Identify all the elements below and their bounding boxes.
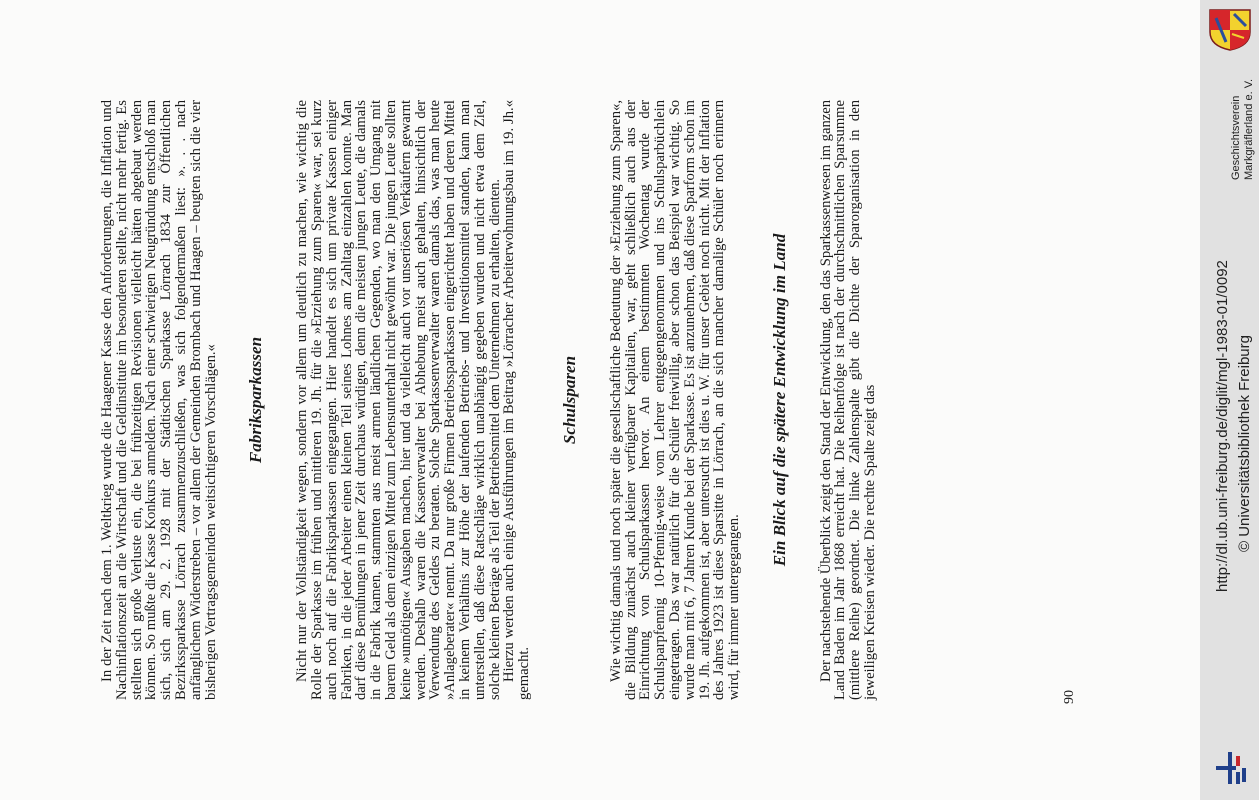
paragraph-fabrik-1: Nicht nur der Vollständigkeit wegen, sondern vor allem um deutlich zu machen, wie wichtig die Rolle der Sparkasse im frühen und mittleren 19. Jh. für die »Erziehung zum Sparen« war, sei kurz auch noch auf die Fabriksparkassen eingegangen. Hier handelt es sich um private Kassen einiger Fabriken, in die jeder Arbeiter einen kleinen Teil seines Lohnes am Zahltag einzahlen konnte. Man darf diese Bemühungen in jener Zeit durchaus würdigen, denn die meisten jungen Leute, die damals in die Fabrik kamen, stammten aus meist armen ländlichen Gegenden, wo man den Umgang mit barem Geld als dem einzigen Mittel zum Lebensunterhalt nicht gewöhnt war. Die jungen Leute sollten keine »unnötigen« Ausgaben machen, hier und da vielleicht auch vor unseriösen Verkäufern gewarnt werden. Deshalb waren die Kassenverwalter bei Abhebung meist auch gehalten, hinsichtlich der Verwendung des Geldes zu beraten. Solche Sparkassenverwalter waren damals das, was man heute »Anlageberater« nennt. Da nur große Firmen Betriebssparkassen eingerichtet haben und deren Mittel in keinem Verhältnis zur Höhe der laufenden Betriebs- und Investitionsmittel standen, kann man unterstellen, daß diese Ratschläge wirklich unabhängig gegeben wurden und nicht etwa dem Ziel, solche kleinen Beträge als Teil der Betriebsmittel dem Unternehmen zu erhalten, dienten.	[294, 100, 503, 700]
heading-fabriksparkassen: Fabriksparkassen	[246, 336, 266, 464]
section-schulsparen	[609, 100, 742, 700]
section-fabriksparkassen	[295, 100, 532, 700]
page-number: 90	[1062, 690, 1077, 704]
coat-of-arms-icon	[1208, 8, 1252, 52]
paragraph-intro: In der Zeit nach dem 1. Weltkrieg wurde die Haagener Kasse den Anforderungen, die Inflation und Nachinflationszeit an die Wirtschaft und die Geldinstitute im besonderen stellte, nicht mehr fertig. Es stellten sich große Verluste ein, die bei frühzeitigen Revisionen vielleicht hätten abgebaut werden können. So mußte die Kasse Konkurs anmelden. Nach einer schwierigen Neugründung entschloß man sich, sich am 29. 2. 1928 mit der Städtischen Sparkasse Lörrach 1834 zur Öffentlichen Bezirkssparkasse Lörrach zusammenzuschließen, was sich folgendermaßen liest: ». . . nach anfänglichem Widerstreben – vor allem der Gemeinden Brombach und Haagen – beugten sich die vier bisherigen Vertragsgemeinden weitsichtigeren Vorschlägen.«	[99, 100, 219, 700]
section-intro	[100, 100, 218, 700]
section-spaetere-entwicklung	[819, 100, 878, 700]
paragraph-blick-1: Der nachstehende Überblick zeigt den Stand der Entwicklung, den das Sparkassenwesen im ganzen Land Baden im Jahr 1868 erreicht hat. Die Reihenfolge ist nach der durchschnittlichen Sparsumme (mittlere Reihe) geordnet. Die linke Zahlenspalte gibt die Dichte der Sparorganisation in den jeweiligen Kreisen wieder. Die rechte Spalte zeigt das	[817, 100, 879, 700]
heading-spaetere-entwicklung: Ein Blick auf die spätere Entwicklung im Land	[769, 233, 789, 567]
verein-name-line2: Markgräflerland e. V.	[1243, 78, 1255, 180]
paragraph-fabrik-2: Hierzu werden auch einige Ausführungen im Beitrag »Lörracher Arbeiterwohnungsbau im 19. Jh.« gemacht.	[501, 100, 533, 700]
heading-schulsparen: Schulsparen	[559, 355, 579, 445]
page-text-block	[100, 100, 1100, 700]
paragraph-schul-1: Wie wichtig damals und noch später die gesellschaftliche Bedeutung der »Erziehung zum Sparen«, die Bildung zunächst auch kleiner verfügbarer Kapitalien, war, geht schließlich auch aus der Einrichtung von Schulsparkassen hervor. An einem bestimmten Wochentag wurde der Schulsparpfennig 10-Pfennig-weise vom Lehrer entgegengenommen und ins Schulsparbüchlein eingetragen. Das war natürlich für die Schüler freiwillig, aber schon das Beispiel war wichtig. So wurde man mit 6, 7 Jahren Kunde bei der Sparkasse. Es ist anzunehmen, daß diese Sparform schon im 19. Jh. aufgekommen ist, aber untersucht ist dies u. W. für unser Gebiet noch nicht. Mit der Inflation des Jahres 1923 ist diese Sparsitte in Lörrach, an die sich mancher damalige Schüler noch erinnern wird, für immer untergegangen.	[607, 100, 743, 700]
verein-name-line1: Geschichtsverein	[1230, 95, 1242, 180]
copyright-notice: © Universitätsbibliothek Freiburg	[1236, 335, 1253, 552]
source-url-link[interactable]: http://dl.ub.uni-freiburg.de/diglit/mgl-1983-01/0092	[1214, 260, 1231, 592]
ub-freiburg-logo-icon	[1212, 748, 1252, 788]
